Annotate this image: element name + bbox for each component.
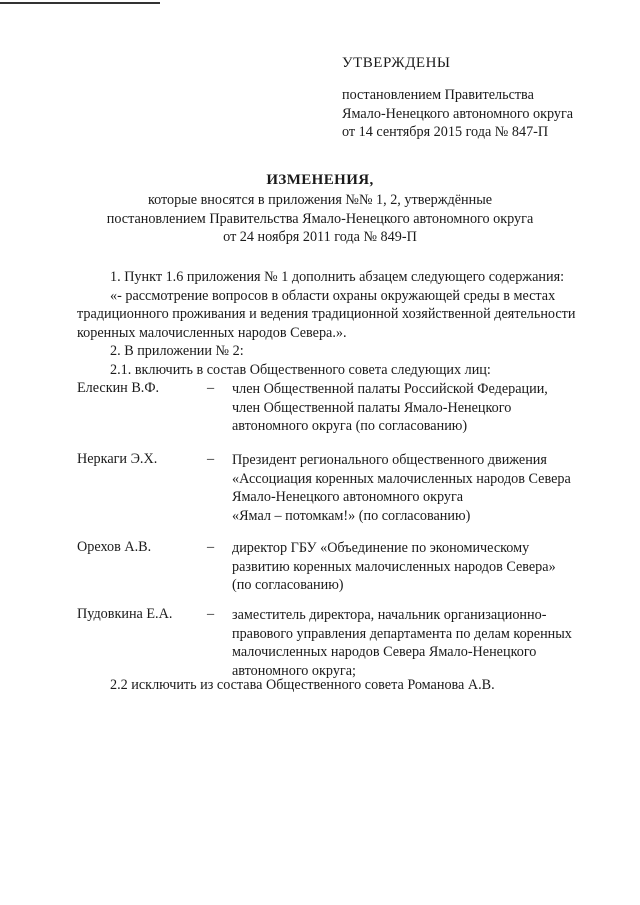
member-dash: – <box>207 539 215 555</box>
member-name: Елескин В.Ф. <box>77 380 160 396</box>
quote-line: «- рассмотрение вопросов в области охраны окружающей среды в местах <box>110 287 556 304</box>
item-2-2: 2.2 исключить из состава Общественного совета Романова А.В. <box>110 677 495 693</box>
approval-line: от 14 сентября 2015 года № 847-П <box>342 124 549 140</box>
approval-block <box>342 55 622 142</box>
member-name: Пудовкина Е.А. <box>77 606 173 622</box>
member-description: заместитель директора, начальник организационно- правового управления департамента по делам коренных малочисленных народов Севера Ямало-Ненецкого автономного округа; <box>232 607 572 679</box>
member-dash: – <box>207 380 215 396</box>
top-rule <box>0 2 160 4</box>
approval-title: УТВЕРЖДЕНЫ <box>342 55 451 71</box>
quote-line: коренных малочисленных народов Севера.». <box>77 324 347 341</box>
document-body <box>77 268 604 380</box>
member-dash: – <box>207 451 215 467</box>
heading-line: постановлением Правительства Ямало-Ненецкого автономного округа <box>106 210 534 227</box>
item-1: 1. Пункт 1.6 приложения № 1 дополнить абзацем следующего содержания: <box>110 269 565 285</box>
member-description: член Общественной палаты Российской Федерации, член Общественной палаты Ямало-Ненецкого автономного округа (по согласованию) <box>232 381 548 435</box>
approval-line: Ямало-Ненецкого автономного округа <box>342 105 574 122</box>
member-name: Орехов А.В. <box>77 539 152 555</box>
document-heading <box>60 172 580 247</box>
heading-line: которые вносятся в приложения №№ 1, 2, утверждённые <box>147 192 493 208</box>
member-description: директор ГБУ «Объединение по экономическому развитию коренных малочисленных народов Севера» (по согласованию) <box>232 540 556 594</box>
item-2: 2. В приложении № 2: <box>110 343 244 360</box>
member-name: Неркаги Э.Х. <box>77 451 158 467</box>
member-description: Президент регионального общественного движения «Ассоциация коренных малочисленных народов Севера Ямало-Ненецкого автономного округа «Ямал – потомкам!» (по согласованию) <box>232 452 571 524</box>
approval-line: постановлением Правительства <box>342 87 534 103</box>
document-title: ИЗМЕНЕНИЯ, <box>266 172 374 188</box>
heading-line: от 24 ноября 2011 года № 849-П <box>223 229 417 245</box>
quote-line: традиционного проживания и ведения традиционной хозяйственной деятельности <box>77 306 576 323</box>
member-dash: – <box>207 606 215 622</box>
item-2-1: 2.1. включить в состав Общественного совета следующих лиц: <box>110 361 491 378</box>
